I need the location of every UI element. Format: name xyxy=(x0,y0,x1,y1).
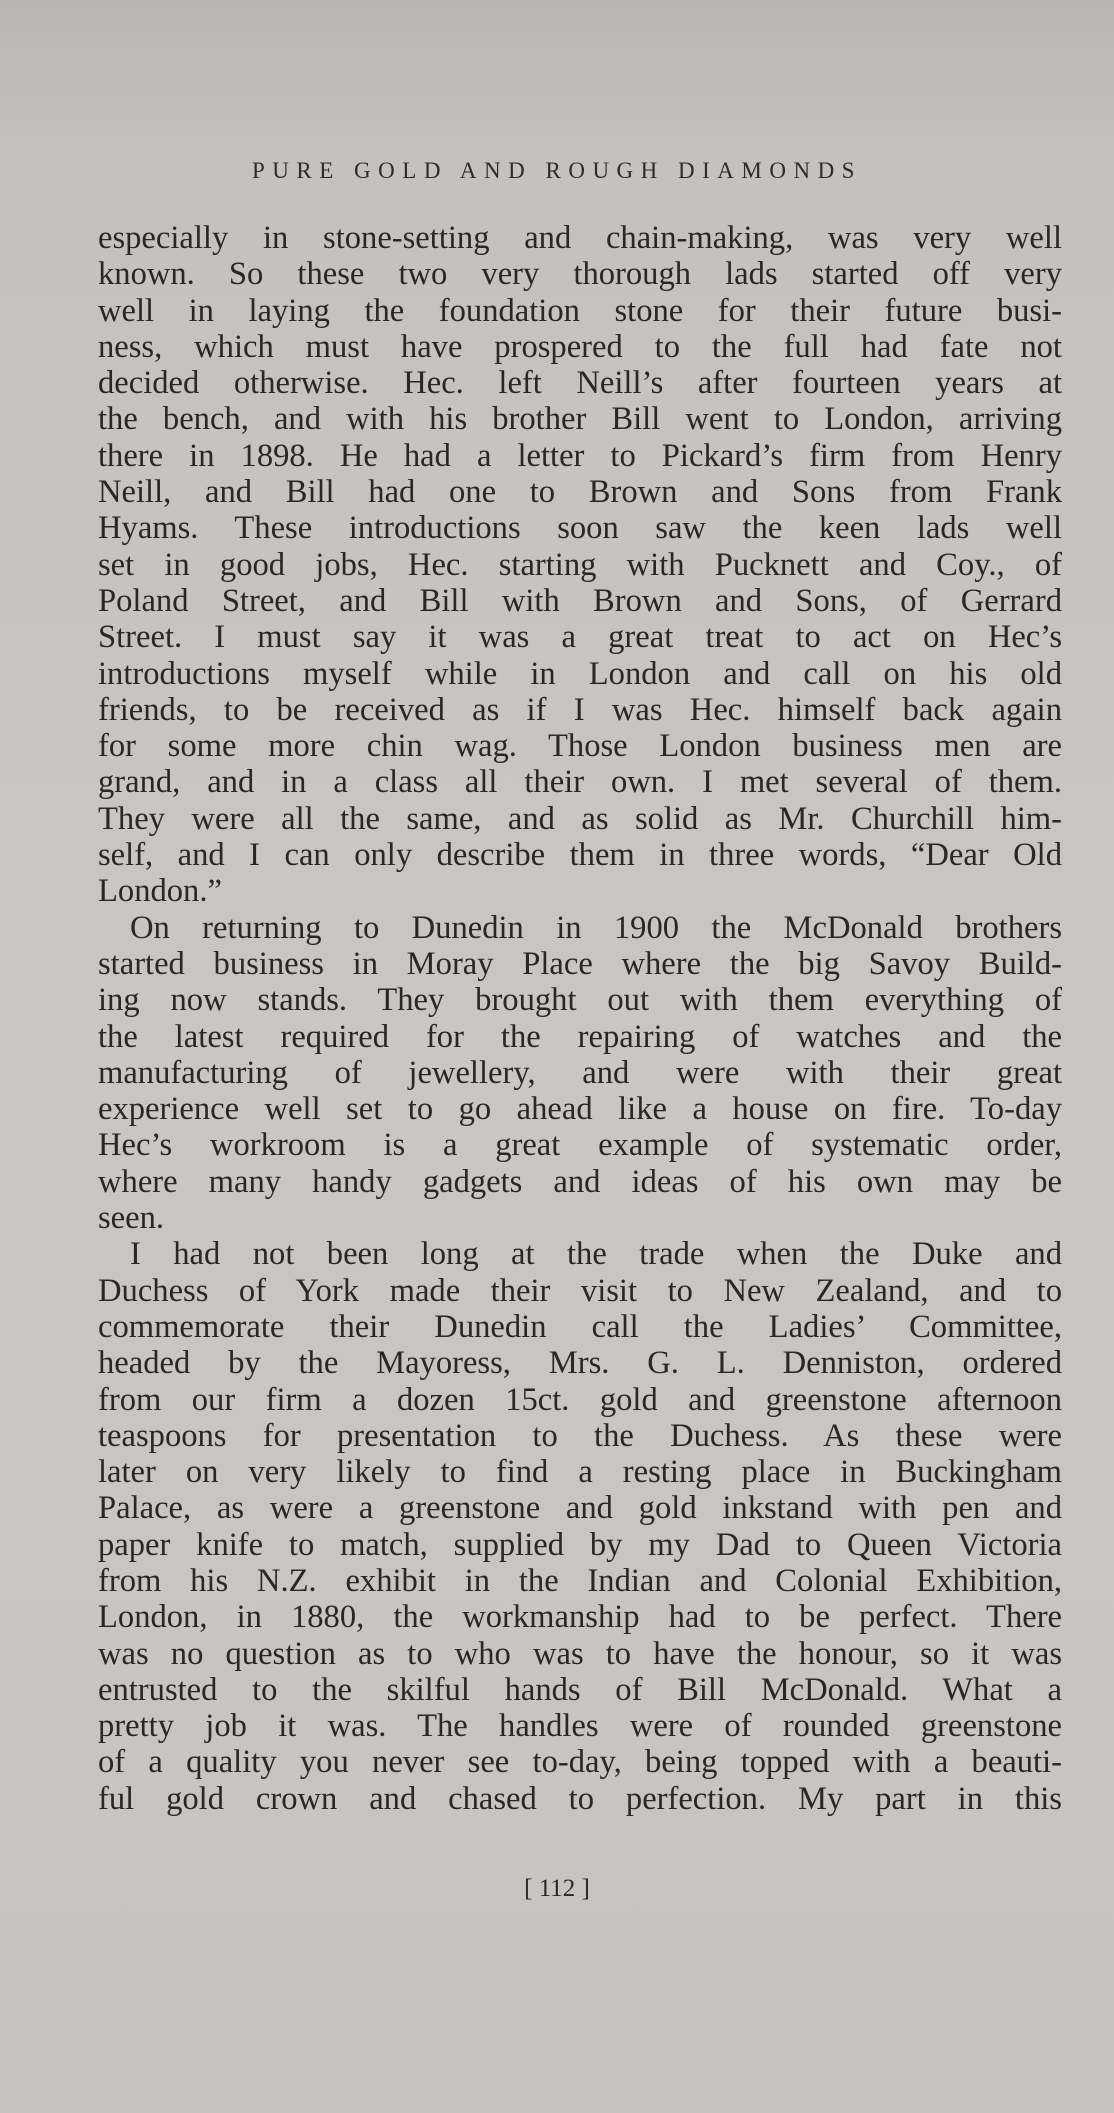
text-line: especially in stone-setting and chain-making, was very well xyxy=(98,220,1062,256)
text-line: ing now stands. They brought out with them everything of xyxy=(98,982,1062,1019)
text-line: friends, to be received as if I was Hec. himself back again xyxy=(98,691,1062,728)
text-line: teaspoons for presentation to the Duchess. As these were xyxy=(98,1417,1062,1454)
text-line: ness, which must have prospered to the full had fate not xyxy=(98,328,1062,365)
text-line: later on very likely to find a resting place in Buckingham xyxy=(98,1454,1062,1491)
text-line: the bench, and with his brother Bill went to London, arriving xyxy=(98,401,1062,438)
text-line: of a quality you never see to-day, being topped with a beauti- xyxy=(98,1744,1062,1781)
text-line: where many handy gadgets and ideas of his own may be xyxy=(98,1163,1062,1200)
text-line: London.” xyxy=(98,873,222,910)
text-line: manufacturing of jewellery, and were with their great xyxy=(98,1054,1062,1091)
text-line: the latest required for the repairing of watches and the xyxy=(98,1018,1062,1055)
page-number: [ 112 ] xyxy=(524,1875,590,1902)
text-line: headed by the Mayoress, Mrs. G. L. Denniston, ordered xyxy=(98,1345,1062,1382)
text-line: On returning to Dunedin in 1900 the McDonald brothers xyxy=(130,909,1062,946)
text-line: was no question as to who was to have the honour, so it was xyxy=(98,1635,1062,1672)
text-line: Neill, and Bill had one to Brown and Sons from Frank xyxy=(98,474,1062,511)
text-line: Street. I must say it was a great treat to act on Hec’s xyxy=(98,619,1062,656)
text-line: I had not been long at the trade when the Duke and xyxy=(130,1236,1062,1273)
text-line: Hyams. These introductions soon saw the keen lads well xyxy=(98,510,1062,547)
text-line: from his N.Z. exhibit in the Indian and Colonial Exhibition, xyxy=(98,1562,1062,1599)
text-line: ful gold crown and chased to perfection. My part in this xyxy=(98,1780,1062,1817)
text-line: paper knife to match, supplied by my Dad to Queen Victoria xyxy=(98,1526,1062,1563)
text-line: well in laying the foundation stone for their future busi- xyxy=(98,292,1062,329)
text-line: Hec’s workroom is a great example of systematic order, xyxy=(98,1127,1062,1164)
text-line: known. So these two very thorough lads started off very xyxy=(98,256,1062,293)
text-line: Poland Street, and Bill with Brown and Sons, of Gerrard xyxy=(98,582,1062,619)
text-line: London, in 1880, the workmanship had to be perfect. There xyxy=(98,1599,1062,1636)
text-line: started business in Moray Place where the big Savoy Build- xyxy=(98,945,1062,982)
text-line: pretty job it was. The handles were of rounded greenstone xyxy=(98,1708,1062,1745)
text-line: Duchess of York made their visit to New Zealand, and to xyxy=(98,1272,1062,1309)
text-line: They were all the same, and as solid as Mr. Churchill him- xyxy=(98,800,1062,837)
text-line: self, and I can only describe them in three words, “Dear Old xyxy=(98,837,1062,874)
text-line: Palace, as were a greenstone and gold inkstand with pen and xyxy=(98,1490,1062,1527)
body-text xyxy=(98,220,1062,1817)
text-line: commemorate their Dunedin call the Ladies’ Committee, xyxy=(98,1308,1062,1345)
text-line: experience well set to go ahead like a house on fire. To-day xyxy=(98,1091,1062,1128)
text-line: grand, and in a class all their own. I met several of them. xyxy=(98,764,1062,801)
text-line: decided otherwise. Hec. left Neill’s after fourteen years at xyxy=(98,365,1062,402)
text-line: seen. xyxy=(98,1200,165,1237)
text-line: from our firm a dozen 15ct. gold and greenstone afternoon xyxy=(98,1381,1062,1418)
text-line: set in good jobs, Hec. starting with Pucknett and Coy., of xyxy=(98,546,1062,583)
running-head: PURE GOLD AND ROUGH DIAMONDS xyxy=(252,158,862,183)
text-line: for some more chin wag. Those London business men are xyxy=(98,728,1062,765)
text-line: introductions myself while in London and call on his old xyxy=(98,655,1062,692)
text-line: there in 1898. He had a letter to Pickard’s firm from Henry xyxy=(98,437,1062,474)
text-line: entrusted to the skilful hands of Bill McDonald. What a xyxy=(98,1671,1062,1708)
